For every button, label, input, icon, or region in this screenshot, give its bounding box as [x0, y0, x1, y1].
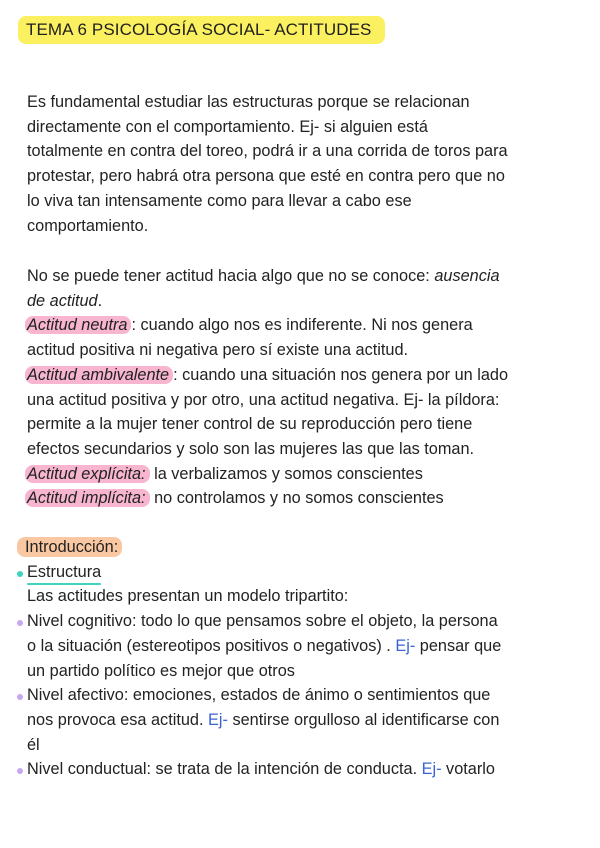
page-title: TEMA 6 PSICOLOGÍA SOCIAL- ACTITUDES: [18, 16, 385, 44]
text-segment: sentirse orgulloso al identificarse con: [227, 710, 500, 729]
paragraph-structures: [27, 90, 583, 238]
text-line: comportamiento.: [27, 216, 149, 235]
text-line: Es fundamental estudiar las estructuras porque se relacionan: [27, 93, 470, 111]
definition-explicita: [27, 462, 583, 487]
definition-ambivalente: [27, 363, 583, 388]
italic-term: de actitud: [27, 291, 98, 310]
purple-bullet-icon: [17, 620, 23, 626]
paragraph-attitude-types: [27, 264, 583, 511]
text-segment: No se puede tener actitud hacia algo que no se conoce:: [27, 267, 435, 285]
definition-neutra: [27, 313, 583, 338]
text-segment: o la situación (estereotipos positivos o negativos) .: [27, 636, 396, 655]
level-affective: Nivel afectivo: emociones, estados de ánimo o sentimientos que: [27, 686, 491, 705]
section-introduction: [27, 535, 583, 782]
teal-bullet-icon: [17, 571, 23, 577]
example-marker: Ej-: [208, 710, 228, 729]
text-line: Las actitudes presentan un modelo tripartito:: [27, 587, 349, 606]
highlighted-term: Actitud neutra: [25, 316, 131, 334]
text-line: totalmente en contra del toreo, podrá ir a una corrida de toros para: [27, 142, 508, 161]
highlighted-term: Actitud implícita:: [25, 489, 150, 507]
text-line: una actitud positiva y por otro, una actitud negativa. Ej- la píldora:: [27, 390, 500, 409]
purple-bullet-icon: [17, 694, 23, 700]
text-segment: nos provoca esa actitud.: [27, 710, 209, 729]
text-line: permite a la mujer tener control de su reproducción pero tiene: [27, 415, 473, 434]
text-segment: Nivel conductual: se trata de la intención de conducta.: [27, 760, 422, 779]
level-cognitive: Nivel cognitivo: todo lo que pensamos sobre el objeto, la persona: [27, 612, 498, 631]
section-heading-line: [27, 535, 583, 560]
subheading-structure: Estructura: [27, 560, 101, 585]
text-line: un partido político es mejor que otros: [27, 661, 295, 680]
section-heading: Introducción:: [17, 537, 122, 557]
text-line: [27, 634, 583, 659]
text-segment: : cuando algo nos es indiferente. Ni nos genera: [131, 316, 473, 335]
text-line: actitud positiva ni negativa pero sí existe una actitud.: [27, 341, 409, 360]
italic-term: ausencia: [434, 267, 500, 285]
highlighted-term: Actitud ambivalente: [25, 366, 173, 384]
level-behavioral: [27, 757, 583, 782]
text-line: él: [27, 735, 40, 754]
text-segment: votarlo: [441, 760, 495, 779]
definition-implicita: [27, 486, 583, 511]
text-line: directamente con el comportamiento. Ej- si alguien está: [27, 117, 428, 136]
text-line: efectos secundarios y solo son las mujeres las que las toman.: [27, 439, 475, 458]
text-segment: la verbalizamos y somos conscientes: [149, 464, 423, 483]
example-marker: Ej-: [421, 760, 442, 779]
title-block: [18, 16, 385, 44]
example-marker: Ej-: [395, 636, 416, 655]
highlighted-term: Actitud explícita:: [25, 465, 150, 483]
text-segment: pensar que: [415, 636, 502, 655]
text-line: [27, 708, 583, 733]
purple-bullet-icon: [17, 768, 23, 774]
text-line: protestar, pero habrá otra persona que esté en contra pero que no: [27, 167, 505, 186]
text-segment: .: [97, 291, 103, 310]
text-segment: no controlamos y no somos conscientes: [149, 489, 444, 508]
text-line: [27, 289, 583, 314]
subheading-line: [27, 560, 583, 585]
text-line: [27, 264, 583, 289]
text-segment: : cuando una situación nos genera por un lado: [173, 365, 509, 384]
text-line: lo viva tan intensamente como para llevar a cabo ese: [27, 191, 412, 210]
